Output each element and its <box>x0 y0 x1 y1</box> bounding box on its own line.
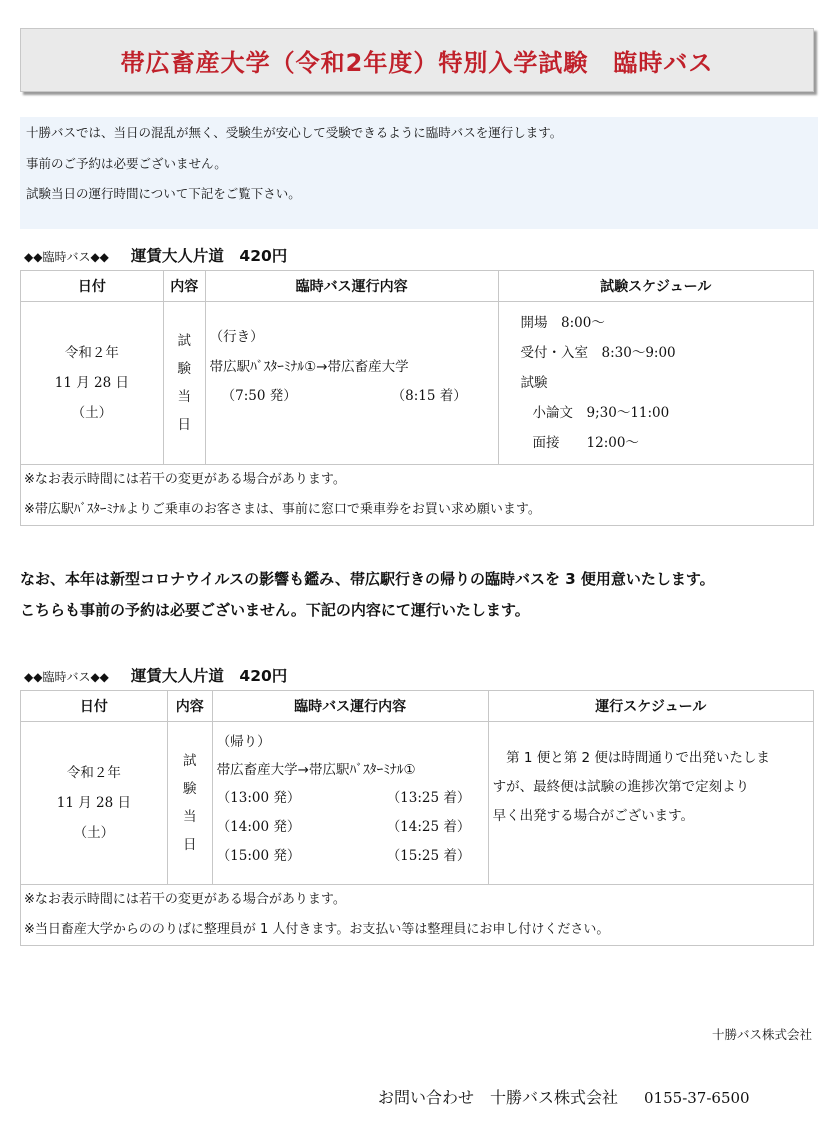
route-label: （帰り） <box>216 734 271 750</box>
content-char: 当 <box>182 809 197 825</box>
route-text: 帯広駅ﾊﾞｽﾀｰﾐﾅﾙ①→帯広畜産大学 <box>209 359 409 375</box>
date-line: 令和２年 <box>64 345 119 361</box>
phone-number[interactable]: 0155-37-6500 <box>644 1089 750 1107</box>
time-row <box>217 842 488 871</box>
arrival-time: （13:25 着） <box>386 790 471 806</box>
note-line: ※当日畜産大学からののりばに整理員が 1 人付きます。お支払い等は整理員にお申し付けください。 <box>24 922 610 937</box>
section2-table <box>20 690 814 946</box>
section-label: ◆◆臨時バス◆◆ <box>24 250 109 264</box>
departure-time: （13:00 発） <box>216 790 301 806</box>
route-cell <box>212 722 488 885</box>
schedule-line: 試験 <box>520 375 548 391</box>
notes-cell <box>21 465 814 526</box>
schedule-line: すが、最終便は試験の進捗次第で定刻より <box>492 779 750 795</box>
date-line: （土） <box>73 825 115 841</box>
date-line: （土） <box>71 405 113 421</box>
notes-cell <box>21 885 814 946</box>
col-header-content: 内容 <box>167 691 212 722</box>
schedule-cell <box>498 302 813 465</box>
date-cell <box>21 722 168 885</box>
intro-line: 試験当日の運行時間について下記をご覧下さい。 <box>26 186 301 201</box>
time-row <box>217 784 488 813</box>
route-label: （行き） <box>209 329 264 345</box>
schedule-cell <box>488 722 813 885</box>
intro-line: 事前のご予約は必要ございません。 <box>26 156 227 171</box>
content-char: 験 <box>177 361 191 377</box>
col-header-date: 日付 <box>21 691 168 722</box>
note-line: ※なお表示時間には若干の変更がある場合があります。 <box>24 892 346 907</box>
content-cell <box>167 722 212 885</box>
schedule-line: 小論文 9;30〜11:00 <box>532 405 670 421</box>
schedule-line: 早く出発する場合がございます。 <box>492 808 694 824</box>
date-cell <box>21 302 164 465</box>
section2-heading <box>24 664 287 686</box>
arrival-time: （14:25 着） <box>386 819 471 835</box>
notice-paragraph-line: こちらも事前の予約は必要ございません。下記の内容にて運行いたします。 <box>20 601 530 619</box>
fare-label: 運賃大人片道 420円 <box>130 247 288 265</box>
arrival-time: （15:25 着） <box>386 848 471 864</box>
date-line: 11 月 28 日 <box>54 375 129 391</box>
col-header-date: 日付 <box>21 271 164 302</box>
content-char: 試 <box>177 333 191 349</box>
date-line: 11 月 28 日 <box>56 795 131 811</box>
time-row <box>217 813 488 842</box>
schedule-line: 受付・入室 8:30〜9:00 <box>520 345 676 361</box>
content-char: 当 <box>177 389 191 405</box>
route-text: 帯広畜産大学→帯広駅ﾊﾞｽﾀｰﾐﾅﾙ① <box>216 762 416 778</box>
arrival-time: （8:15 着） <box>391 388 467 404</box>
section-label: ◆◆臨時バス◆◆ <box>24 670 109 684</box>
col-header-route: 臨時バス運行内容 <box>205 271 498 302</box>
content-cell <box>163 302 205 465</box>
col-header-route: 臨時バス運行内容 <box>212 691 488 722</box>
notice-paragraph-line: なお、本年は新型コロナウイルスの影響も鑑み、帯広駅行きの帰りの臨時バスを 3 便用意いたします。 <box>20 570 715 588</box>
departure-time: （14:00 発） <box>216 819 301 835</box>
title-banner <box>20 28 814 92</box>
note-line: ※帯広駅ﾊﾞｽﾀｰﾐﾅﾙよりご乗車のお客さまは、事前に窓口で乗車券をお買い求め願います。 <box>24 502 541 517</box>
col-header-schedule: 試験スケジュール <box>498 271 813 302</box>
content-char: 日 <box>182 837 197 853</box>
contact-label: お問い合わせ 十勝バス株式会社 <box>378 1088 619 1107</box>
col-header-content: 内容 <box>163 271 205 302</box>
content-char: 日 <box>177 417 191 433</box>
contact-info <box>378 1085 750 1108</box>
page-title: 帯広畜産大学（令和2年度）特別入学試験 臨時バス <box>120 48 714 77</box>
content-char: 試 <box>182 753 197 769</box>
time-row <box>210 382 498 410</box>
section1-table <box>20 270 814 526</box>
departure-time: （7:50 発） <box>221 388 297 404</box>
intro-line: 十勝バスでは、当日の混乱が無く、受験生が安心して受験できるように臨時バスを運行します。 <box>26 125 563 140</box>
note-line: ※なお表示時間には若干の変更がある場合があります。 <box>24 472 346 487</box>
intro-box <box>20 117 818 229</box>
col-header-schedule: 運行スケジュール <box>488 691 813 722</box>
departure-time: （15:00 発） <box>216 848 301 864</box>
schedule-line: 開場 8:00〜 <box>520 315 605 331</box>
schedule-line: 面接 12:00〜 <box>532 435 639 451</box>
schedule-line: 第 1 便と第 2 便は時間通りで出発いたしま <box>492 750 770 766</box>
fare-label: 運賃大人片道 420円 <box>130 667 288 685</box>
route-cell <box>205 302 498 465</box>
section1-heading <box>24 244 287 266</box>
content-char: 験 <box>182 781 197 797</box>
date-line: 令和２年 <box>66 765 121 781</box>
company-name: 十勝バス株式会社 <box>711 1027 812 1042</box>
